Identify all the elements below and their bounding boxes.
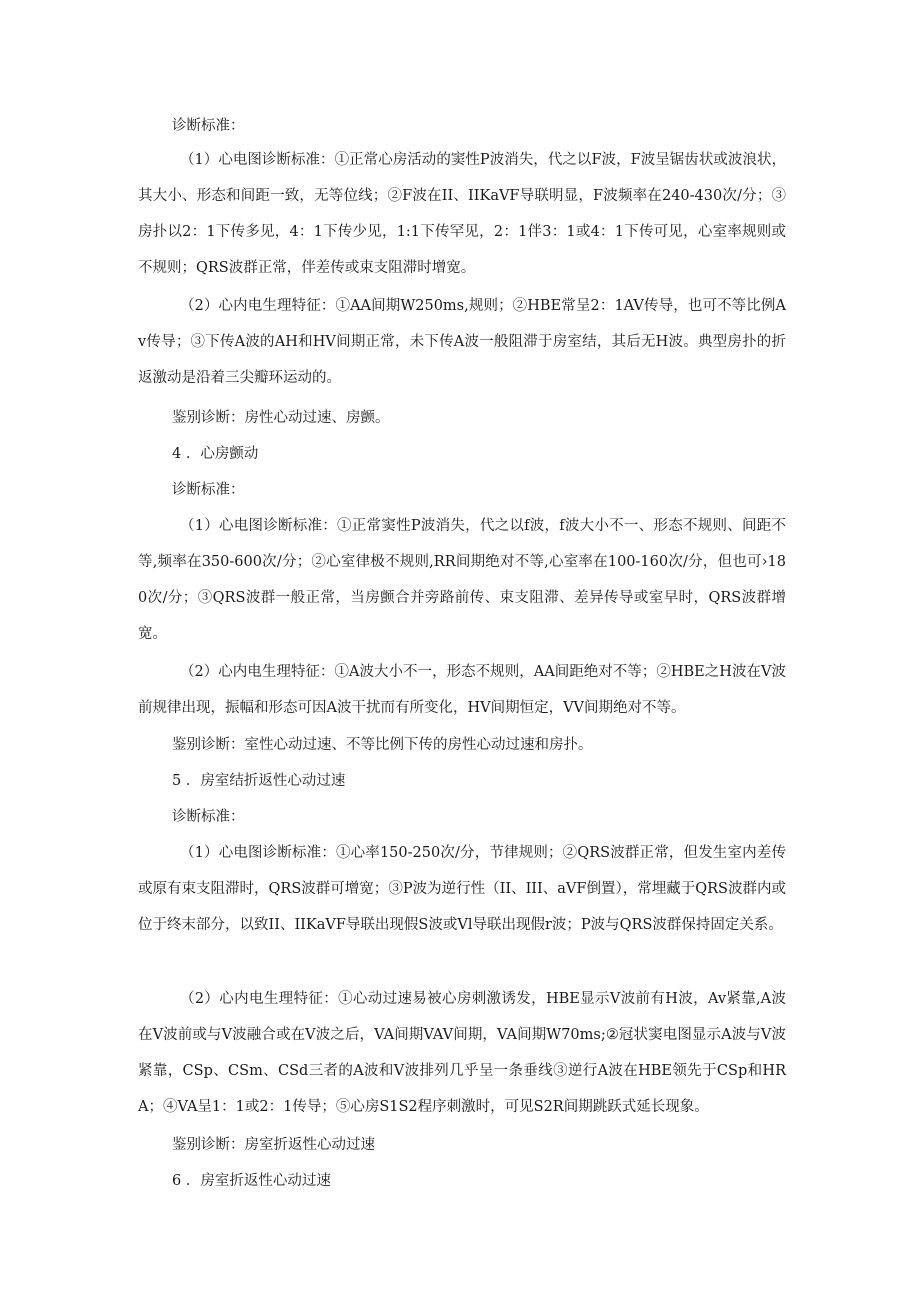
heading-diagnostic-criteria: 诊断标准： — [172, 118, 245, 134]
paragraph-differential-flutter: 鉴别诊断：房性心动过速、房颤。 — [172, 410, 390, 426]
paragraph-ep-features-flutter: （2）心内电生理特征：①AA间期W250ms,规则；②HBE常呈2：1AV传导，也可不等比例Av传导；③下传A波的AH和HV间期正常，未下传A波一般阻滞于房室结，其后无H波。典型房扑的折返激动是沿着三尖瓣环运动的。 — [138, 298, 786, 386]
section-heading-avnrt: 5 ．房室结折返性心动过速 — [172, 773, 346, 789]
paragraph-ep-features-fibrillation: （2）心内电生理特征：①A波大小不一，形态不规则，AA间距绝对不等；②HBE之H波在V波前规律出现，振幅和形态可因A波干扰而有所变化，HV间期恒定，VV间期绝对不等。 — [138, 664, 786, 716]
paragraph-differential-avnrt: 鉴别诊断：房室折返性心动过速 — [172, 1137, 375, 1153]
section-heading-atrial-fibrillation: 4 ．心房颤动 — [172, 446, 259, 462]
paragraph-ep-features-avnrt: （2）心内电生理特征：①心动过速易被心房刺激诱发，HBE显示V波前有H波，Av紧靠,A波在V波前或与V波融合或在V波之后，VA间期VAV间期，VA间期W70ms;②冠状窦电图显示A波与V波紧靠，CSp、CSm、CSd三者的A波和V波排列几乎呈一条垂线③逆行A波在HBE领先于CSp和HRA；④VA呈1：1或2：1传导；⑤心房S1S2程序刺激时，可见S2R间期跳跃式延长现象。 — [138, 991, 786, 1115]
paragraph-ecg-criteria-fibrillation: （1）心电图诊断标准：①正常窦性P波消失，代之以f波，f波大小不一、形态不规则、间距不等,频率在350-600次/分；②心室律极不规则,RR间期绝对不等,心室率在100-160次/分，但也可›180次/分；③QRS波群一般正常，当房颤合并旁路前传、束支阻滞、差异传导或室早时，QRS波群增宽。 — [138, 518, 786, 642]
section-heading-avrt: 6 ．房室折返性心动过速 — [172, 1173, 331, 1189]
paragraph-ecg-criteria-flutter: （1）心电图诊断标准：①正常心房活动的窦性P波消失，代之以F波，F波呈锯齿状或波浪状，其大小、形态和间距一致，无等位线；②F波在II、IIKaVF导联明显，F波频率在240-430次/分；③房扑以2：1下传多见，4：1下传少见，1:1下传罕见，2：1伴3：1或4：1下传可见，心室率规则或不规则；QRS波群正常，伴差传或束支阻滞时增宽。 — [138, 152, 786, 276]
paragraph-differential-fibrillation: 鉴别诊断：室性心动过速、不等比例下传的房性心动过速和房扑。 — [172, 737, 593, 753]
paragraph-ecg-criteria-avnrt: （1）心电图诊断标准：①心率150-250次/分，节律规则；②QRS波群正常，但发生室内差传或原有束支阻滞时，QRS波群可增宽；③P波为逆行性（II、III、aVF倒置），常埋藏于QRS波群内或位于终末部分，以致II、IIKaVF导联出现假S波或Vl导联出现假r波；P波与QRS波群保持固定关系。 — [138, 845, 786, 933]
heading-diagnostic-criteria: 诊断标准： — [172, 809, 245, 825]
heading-diagnostic-criteria: 诊断标准： — [172, 482, 245, 498]
